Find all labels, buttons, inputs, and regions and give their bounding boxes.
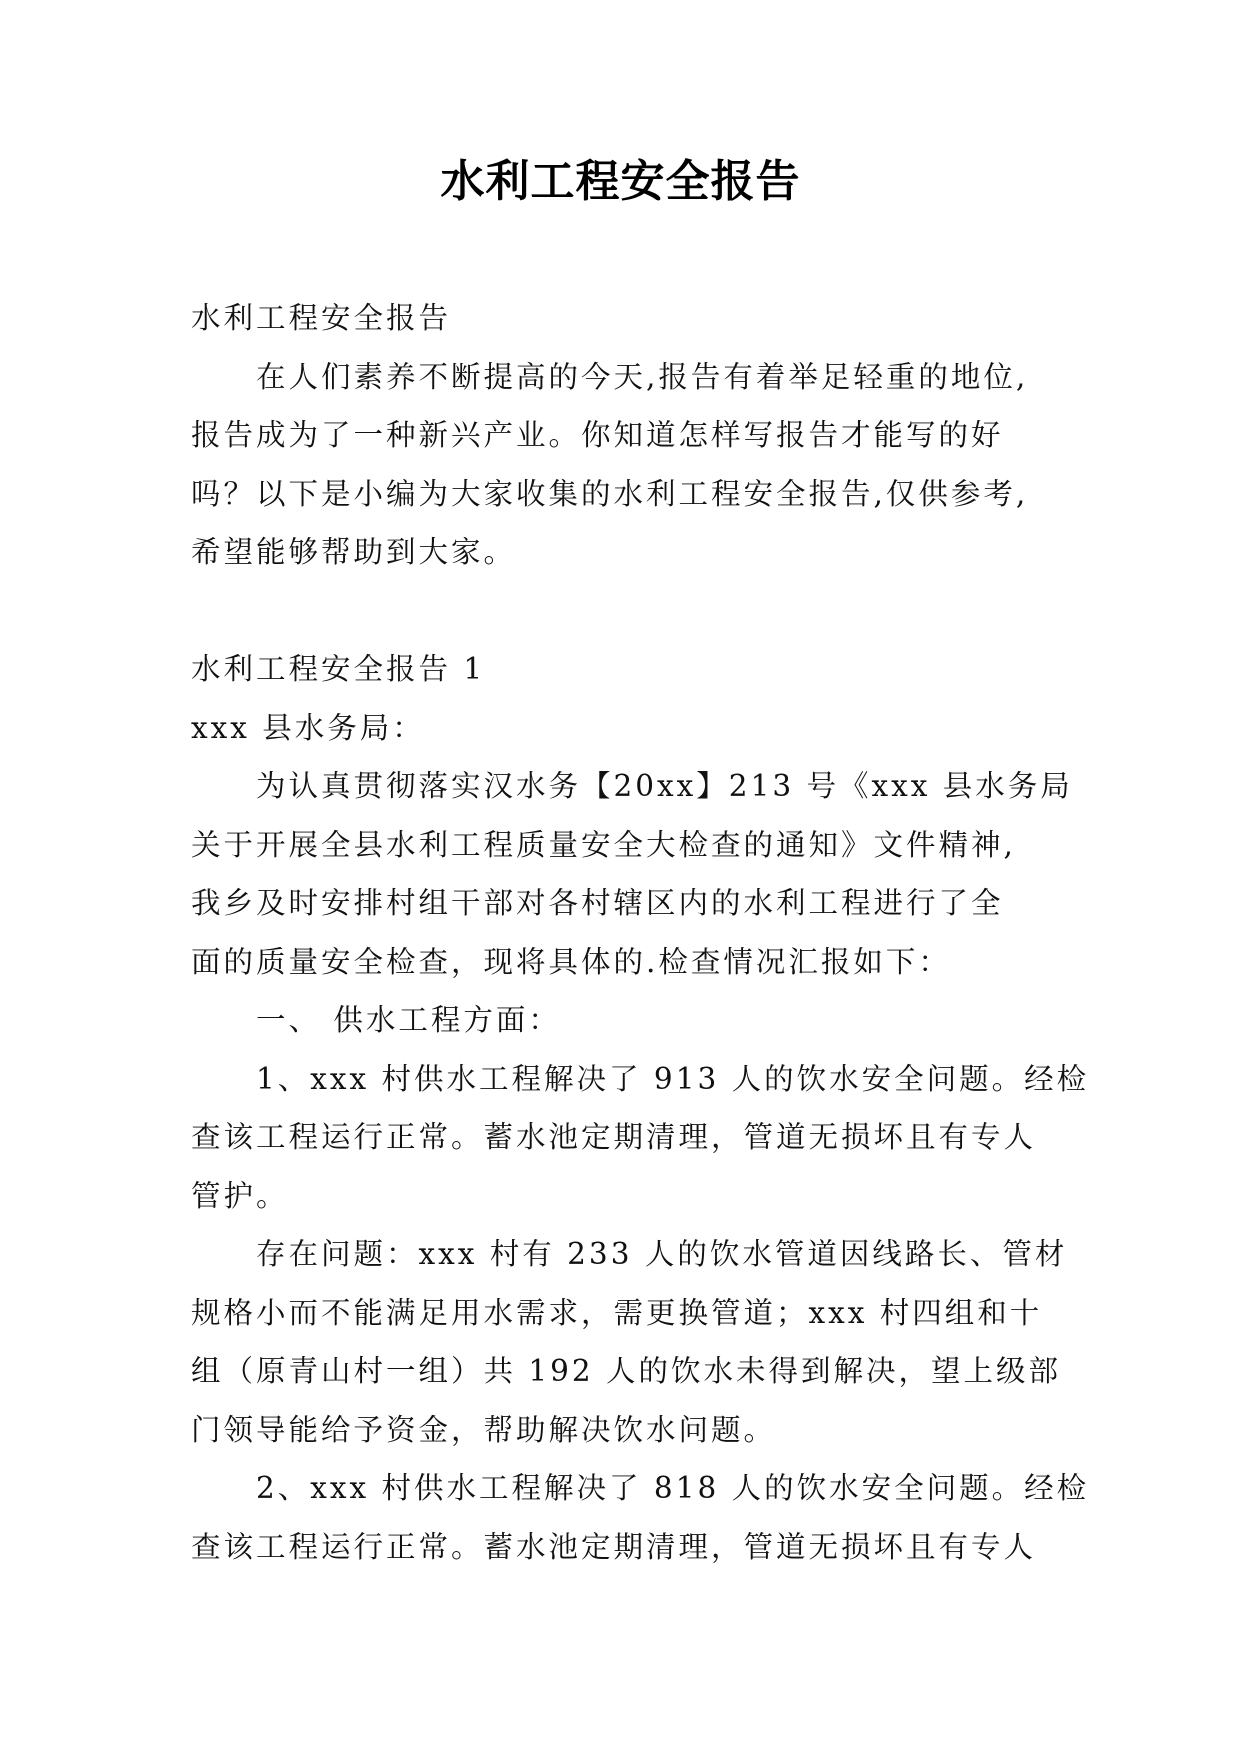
body-line: 组（原青山村一组）共 192 人的饮水未得到解决，望上级部 <box>191 1354 1062 1388</box>
document-body <box>191 289 1090 1576</box>
body-line: 面的质量安全检查，现将具体的.检查情况汇报如下： <box>191 944 951 979</box>
section-heading: 水利工程安全报告 <box>191 301 452 335</box>
intro-line: 在人们素养不断提高的今天,报告有着举足轻重的地位, <box>256 359 1029 394</box>
body-line: 关于开展全县水利工程质量安全大检查的通知》文件精神, <box>191 827 1016 862</box>
body-line: 规格小而不能满足用水需求，需更换管道；xxx 村四组和十 <box>191 1295 1043 1330</box>
body-line: 查该工程运行正常。蓄水池定期清理，管道无损坏且有专人 <box>191 1120 1037 1154</box>
intro-line: 报告成为了一种新兴产业。你知道怎样写报告才能写的好 <box>191 418 1004 452</box>
intro-line: 希望能够帮助到大家。 <box>191 535 517 569</box>
body-line: 管护。 <box>191 1178 289 1213</box>
document-title: 水利工程安全报告 <box>440 156 801 207</box>
body-line: 为认真贯彻落实汉水务【20xx】213 号《xxx 县水务局 <box>256 769 1073 803</box>
body-line: 查该工程运行正常。蓄水池定期清理，管道无损坏且有专人 <box>191 1529 1037 1564</box>
body-line: 2、xxx 村供水工程解决了 818 人的饮水安全问题。经检 <box>256 1471 1090 1505</box>
paragraph-spacer <box>191 582 1056 641</box>
body-line: 存在问题：xxx 村有 233 人的饮水管道因线路长、管材 <box>256 1237 1068 1271</box>
body-line: 门领导能给予资金，帮助解决饮水问题。 <box>191 1412 777 1447</box>
body-line: 我乡及时安排村组干部对各村辖区内的水利工程进行了全 <box>191 886 1004 920</box>
body-line: 1、xxx 村供水工程解决了 913 人的饮水安全问题。经检 <box>256 1061 1090 1096</box>
subsection-heading: 一、 供水工程方面： <box>256 1003 561 1037</box>
recipient-line: xxx 县水务局： <box>191 710 425 745</box>
intro-line: 吗？以下是小编为大家收集的水利工程安全报告,仅供参考, <box>191 476 1029 511</box>
report-heading: 水利工程安全报告 1 <box>191 652 486 686</box>
